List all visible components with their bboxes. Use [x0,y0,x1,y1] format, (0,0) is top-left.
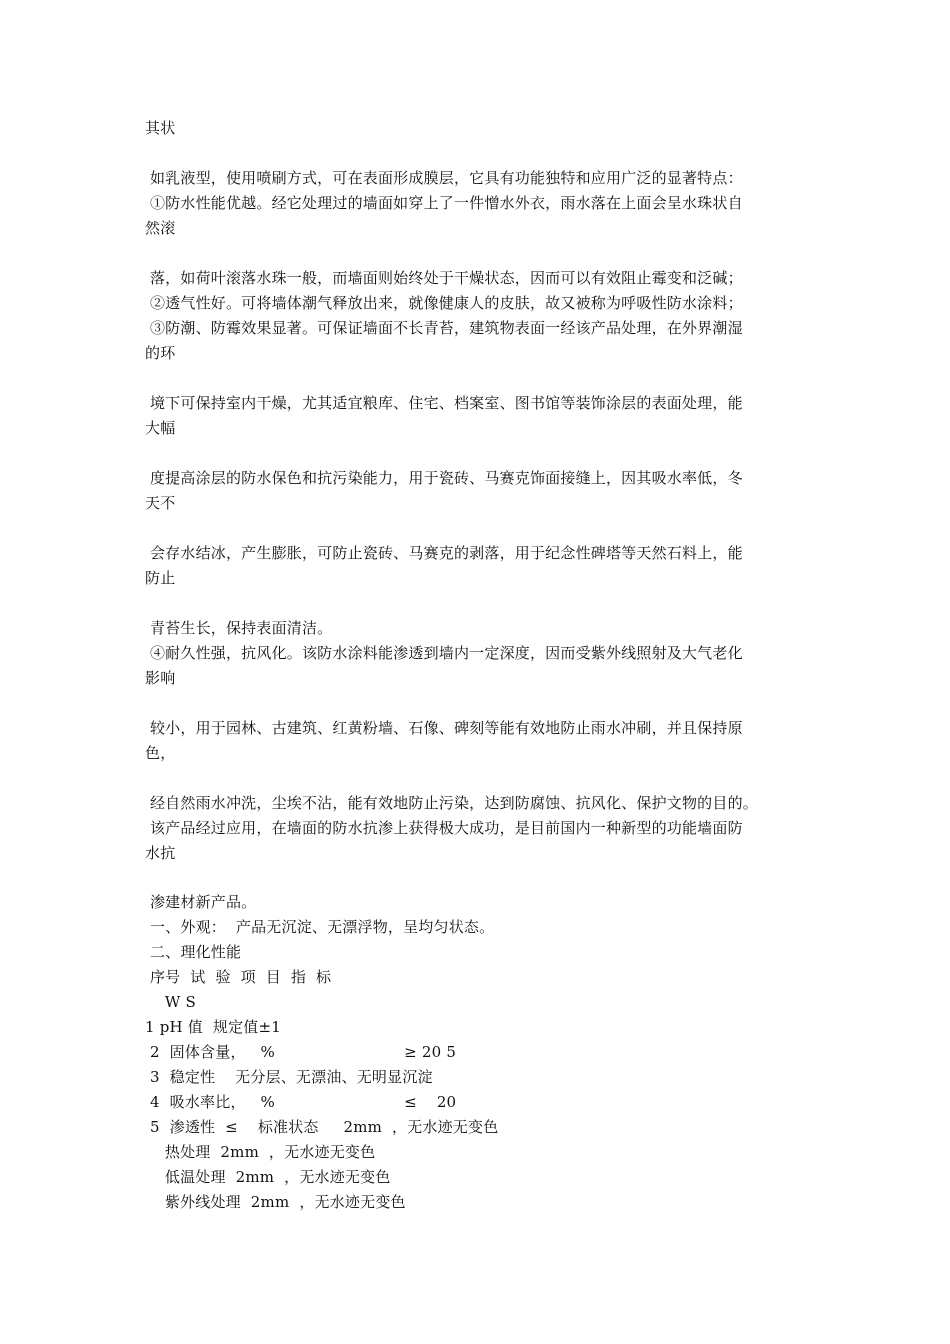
text-line: 其状 [145,119,176,137]
text-line: 3 稳定性 无分层、无漂油、无明显沉淀 [145,1068,433,1086]
text-line: 经自然雨水冲洗，尘埃不沾，能有效地防止污染，达到防腐蚀、抗风化、保护文物的目的。 [145,794,758,812]
text-line: 青苔生长，保持表面清洁。 [145,619,333,637]
text-line: 序号 试 验 项 目 指 标 [145,968,332,986]
text-line: 天不 [145,494,176,512]
text-line: 较小，用于园林、古建筑、红黄粉墙、石像、碑刻等能有效地防止雨水冲刷，并且保持原 [145,719,743,737]
text-line: 一、外观： 产品无沉淀、无漂浮物，呈均匀状态。 [145,918,495,936]
text-line: 4 吸水率比， % ≤ 20 [145,1093,457,1111]
text-line: ①防水性能优越。经它处理过的墙面如穿上了一件憎水外衣，雨水落在上面会呈水珠状自 [145,194,743,212]
text-line: 防止 [145,569,176,587]
text-line: 二、理化性能 [145,943,242,961]
text-line: 色， [145,744,176,762]
text-line: 水抗 [145,844,176,862]
text-line: 5 渗透性 ≤ 标准状态 2mm ，无水迹无变色 [145,1118,499,1136]
text-line: 渗建材新产品。 [145,893,257,911]
text-line: 热处理 2mm ，无水迹无变色 [145,1143,376,1161]
text-line: 影响 [145,669,176,687]
text-line: 然滚 [145,219,176,237]
text-line: 2 固体含量， % ≥ 20 5 [145,1043,457,1061]
text-line: 该产品经过应用，在墙面的防水抗渗上获得极大成功，是目前国内一种新型的功能墙面防 [145,819,743,837]
text-line: 境下可保持室内干燥，尤其适宜粮库、住宅、档案室、图书馆等装饰涂层的表面处理，能 [145,394,743,412]
text-line: 紫外线处理 2mm ，无水迹无变色 [145,1193,406,1211]
text-line: 1 pH 值 规定值±1 [145,1018,282,1036]
text-line: ④耐久性强，抗风化。该防水涂料能渗透到墙内一定深度，因而受紫外线照射及大气老化 [145,644,743,662]
text-line: 度提高涂层的防水保色和抗污染能力，用于瓷砖、马赛克饰面接缝上，因其吸水率低，冬 [145,469,743,487]
text-line: 落，如荷叶滚落水珠一般，而墙面则始终处于干燥状态，因而可以有效阻止霉变和泛碱； [145,269,743,287]
text-line: 会存水结冰，产生膨胀，可防止瓷砖、马赛克的剥落，用于纪念性碑塔等天然石料上，能 [145,544,743,562]
text-line: W S [145,993,196,1011]
text-line: 的环 [145,344,176,362]
text-line: 大幅 [145,419,176,437]
text-line: 如乳液型，使用喷刷方式，可在表面形成膜层，它具有功能独特和应用广泛的显著特点： [145,169,743,187]
text-line: ②透气性好。可将墙体潮气释放出来，就像健康人的皮肤，故又被称为呼吸性防水涂料； [145,294,743,312]
text-line: ③防潮、防霉效果显著。可保证墙面不长青苔，建筑物表面一经该产品处理，在外界潮湿 [145,319,743,337]
text-line: 低温处理 2mm ，无水迹无变色 [145,1168,391,1186]
